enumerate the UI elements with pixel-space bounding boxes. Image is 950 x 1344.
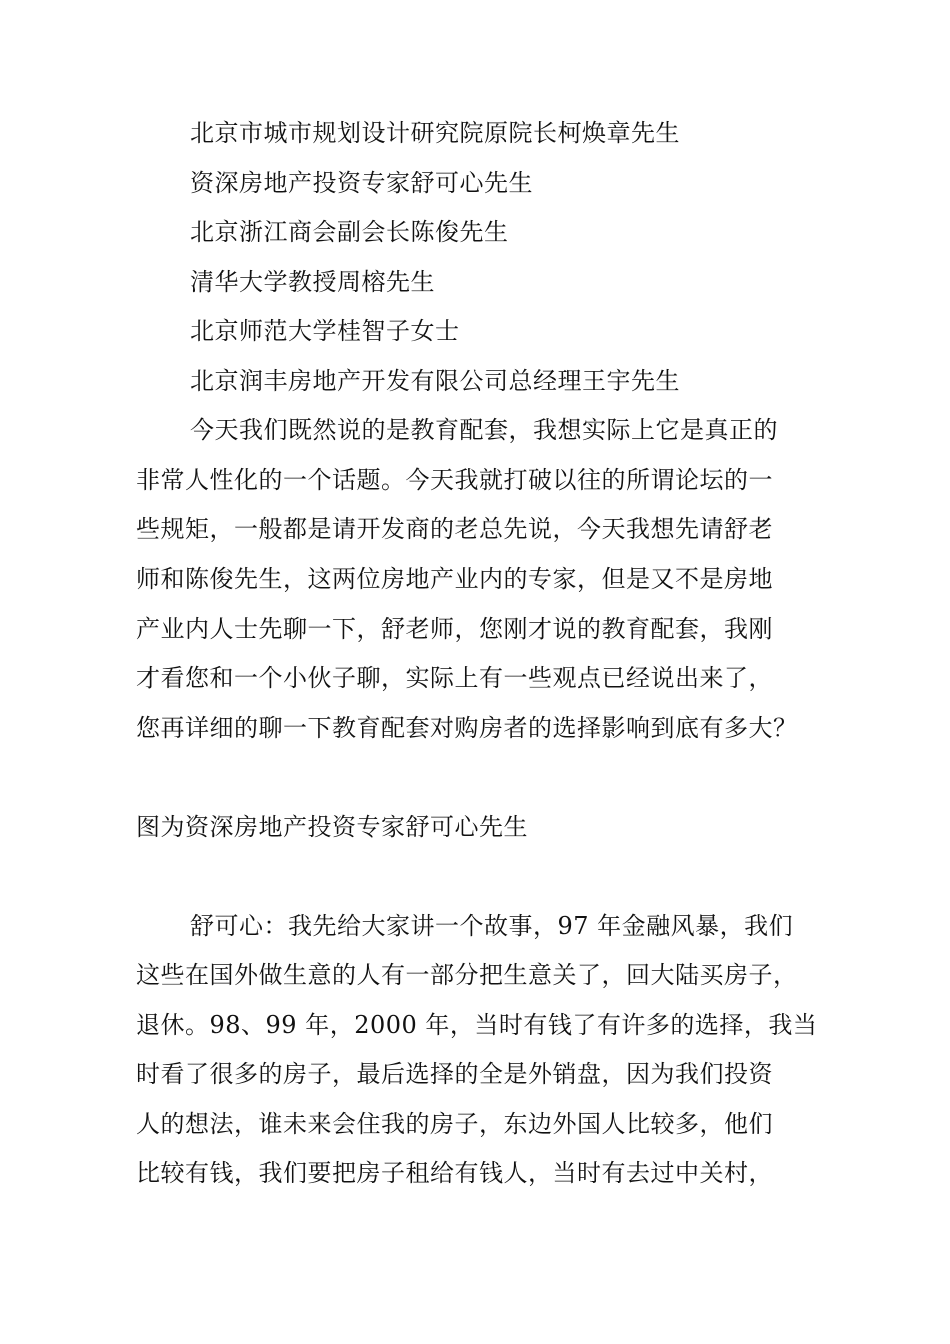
host-paragraph-line: 今天我们既然说的是教育配套，我想实际上它是真正的 [190, 416, 778, 444]
host-paragraph-line: 非常人性化的一个话题。今天我就打破以往的所谓论坛的一 [136, 466, 773, 494]
host-paragraph-line: 才看您和一个小伙子聊，实际上有一些观点已经说出来了， [136, 664, 773, 692]
speaker-paragraph-line: 舒可心：我先给大家讲一个故事，97 年金融风暴，我们 [190, 912, 794, 940]
attendee-line: 北京润丰房地产开发有限公司总经理王宇先生 [190, 367, 680, 395]
host-paragraph-line: 些规矩，一般都是请开发商的老总先说，今天我想先请舒老 [136, 515, 773, 543]
image-caption: 图为资深房地产投资专家舒可心先生 [136, 813, 528, 841]
attendee-line: 清华大学教授周榕先生 [190, 268, 435, 296]
speaker-paragraph-line: 比较有钱，我们要把房子租给有钱人，当时有去过中关村， [136, 1159, 773, 1187]
attendee-line: 北京浙江商会副会长陈俊先生 [190, 218, 509, 246]
attendee-line: 资深房地产投资专家舒可心先生 [190, 169, 533, 197]
host-paragraph-line: 师和陈俊先生，这两位房地产业内的专家，但是又不是房地 [136, 565, 773, 593]
attendee-line: 北京师范大学桂智子女士 [190, 317, 460, 345]
speaker-paragraph-line: 退休。98、99 年，2000 年，当时有钱了有许多的选择，我当 [136, 1011, 818, 1039]
host-paragraph-line: 您再详细的聊一下教育配套对购房者的选择影响到底有多大？ [136, 714, 798, 742]
host-paragraph-line: 产业内人士先聊一下，舒老师，您刚才说的教育配套，我刚 [136, 615, 773, 643]
attendee-line: 北京市城市规划设计研究院原院长柯焕章先生 [190, 119, 680, 147]
speaker-paragraph-line: 这些在国外做生意的人有一部分把生意关了，回大陆买房子， [136, 961, 798, 989]
speaker-paragraph-line: 时看了很多的房子，最后选择的全是外销盘，因为我们投资 [136, 1060, 773, 1088]
speaker-paragraph-line: 人的想法，谁未来会住我的房子，东边外国人比较多，他们 [136, 1110, 773, 1138]
